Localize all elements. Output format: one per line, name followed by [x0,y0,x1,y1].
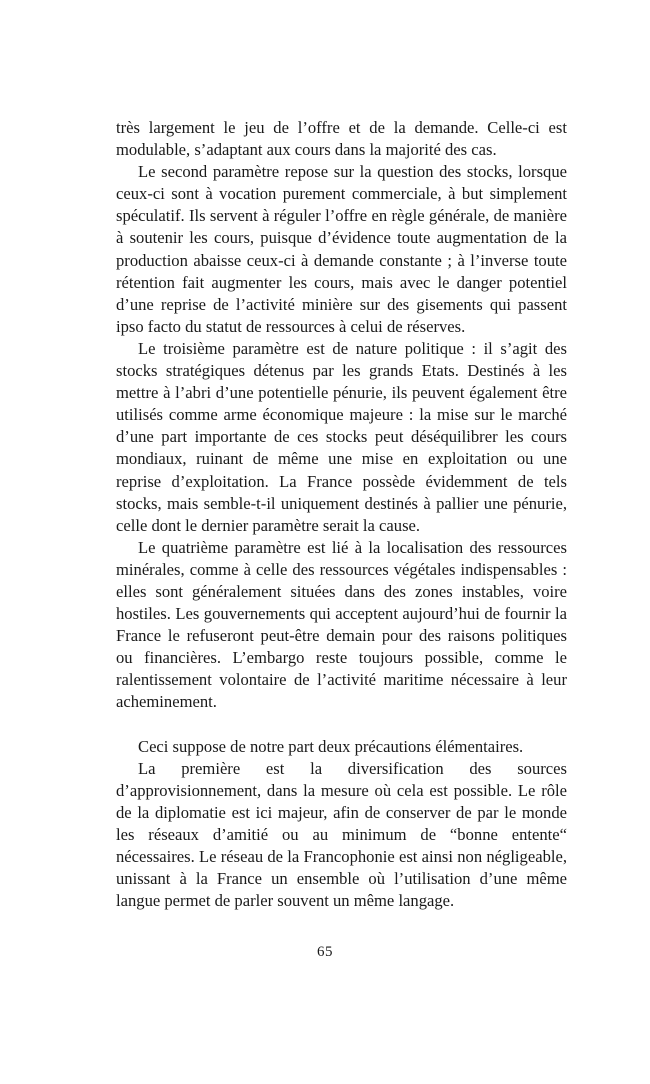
paragraph-third-parameter: Le troisième paramètre est de nature politique : il s’agit des stocks stratégiques détenus par les grands Etats. Destinés à les mettre à l’abri d’une potentielle pénurie, ils peuvent également être utilisés comme arme économique majeure : la mise sur le marché d’une part importante de ces stocks peut déséquilibrer les cours mondiaux, ruinant de même une mise en exploitation ou une reprise d’exploitation. La France possède évidemment de tels stocks, mais semble-t-il uniquement destinés à pallier une pénurie, celle dont le dernier paramètre serait la cause. [116,338,567,535]
paragraph-first-precaution: La première est la diversification des sources d’approvisionnement, dans la mesure où cela est possible. Le rôle de la diplomatie est ici majeur, afin de conserver de par le monde les réseaux d’amitié ou au minimum de “bonne entente“ nécessaires. Le réseau de la Francophonie est ainsi non négligeable, unissant à la France un ensemble où l’utilisation d’une même langue permet de parler souvent un même langage. [116,758,567,911]
paragraph-second-parameter: Le second paramètre repose sur la question des stocks, lorsque ceux-ci sont à vocation purement commerciale, à but simplement spéculatif. Ils servent à réguler l’offre en règle générale, de manière à soutenir les cours, puisque d’évidence toute augmentation de la production abaisse ceux-ci à demande constante ; à l’inverse toute rétention fait augmenter les cours, mais avec le danger potentiel d’une reprise de l’activité minière sur des gisements qui passent ipso facto du statut de ressources à celui de réserves. [116,162,567,336]
page-body [116,117,567,912]
paragraph-break [116,714,567,736]
page-number: 65 [317,944,333,960]
paragraph-precautions-intro: Ceci suppose de notre part deux précautions élémentaires. [138,736,524,756]
paragraph-fourth-parameter: Le quatrième paramètre est lié à la localisation des ressources minérales, comme à celle des ressources végétales indispensables : elles sont généralement situées dans des zones instables, voire hostiles. Les gouvernements qui acceptent aujourd’hui de fournir la France le refuseront peut-être demain pour des raisons politiques ou financières. L’embargo reste toujours possible, comme le ralentissement volontaire de l’activité maritime nécessaire à leur acheminement. [116,537,567,712]
paragraph-continuation: très largement le jeu de l’offre et de la demande. Celle-ci est modulable, s’adaptant aux cours dans la majorité des cas. [116,118,567,160]
